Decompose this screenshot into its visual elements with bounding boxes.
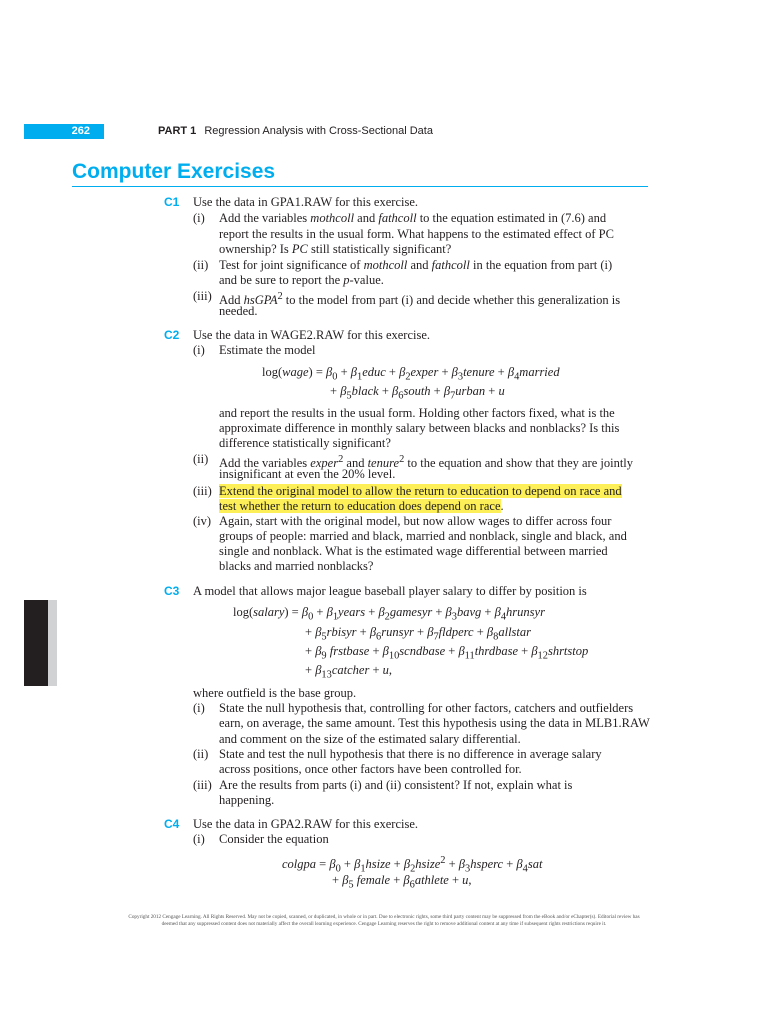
part-label: PART 1 — [158, 125, 197, 137]
c1-item-line: report the results in the usual form. What happens to the estimated effect of PC — [219, 227, 614, 241]
c4-equation-line: + $\beta_5$ female + $\beta_6athlete + u$, — [332, 873, 472, 891]
c3-item-line: earn, on average, the same amount. Test this hypothesis using the data in MLB1.RAW — [219, 716, 650, 730]
c1-item-line: Test for joint significance of mothcoll and fathcoll in the equation from part (i) — [219, 258, 613, 272]
c1-item-line: Add hsGPA$^2$ to the model from part (i) and decide whether this generalization is — [219, 291, 621, 308]
c4-item-num: (i) — [193, 832, 205, 846]
exercise-c4-intro: Use the data in GPA2.RAW for this exercise. — [193, 817, 418, 831]
c4-equation-line: colgpa = $\beta_0$ + $\beta_1hsize$ + $\beta_2hsize^2$ + $\beta_3hsperc + \beta_4sat$ — [282, 855, 543, 875]
c3-item-line: across positions, once other factors have been controlled for. — [219, 762, 522, 776]
c2-item-line: single and nonblack. What is the estimated wage differential between married — [219, 544, 608, 558]
c1-item-line: ownership? Is PC still statistically significant? — [219, 242, 452, 256]
c4-item-line: Consider the equation — [219, 832, 329, 846]
exercise-label-c1: C1 — [164, 195, 180, 209]
copyright-line: deemed that any suppressed content does not materially affect the overall learning experience. Cengage Learning reserves the right to remove additional content at any time if subsequent rights restrictions require it. — [161, 921, 607, 927]
c3-item-line: and comment on the size of the estimated salary differential. — [219, 732, 521, 746]
c2-item-line: Add the variables exper$^2$ and tenure$^2$ to the equation and show that they are jointly — [219, 454, 634, 471]
c2-item-line-highlighted: test whether the return to education does depend on race. — [219, 499, 504, 513]
c3-item-line: State the null hypothesis that, controlling for other factors, catchers and outfielders — [219, 701, 634, 715]
c2-item-line: blacks and married nonblacks? — [219, 559, 374, 573]
c3-item-line: State and test the null hypothesis that there is no difference in average salary — [219, 747, 602, 761]
title-divider — [72, 186, 648, 187]
c3-item-line: happening. — [219, 793, 275, 807]
c3-item-num: (i) — [193, 701, 205, 715]
exercise-c3-intro: A model that allows major league baseball player salary to differ by position is — [193, 584, 587, 598]
exercise-c1-intro: Use the data in GPA1.RAW for this exercise. — [193, 195, 418, 209]
c1-item-num: (ii) — [193, 258, 209, 272]
c2-item-num: (i) — [193, 343, 205, 357]
c3-equation-line: + $\beta_{13}catcher + u$, — [305, 663, 392, 681]
copyright-footer — [20, 914, 748, 928]
c2-item-line: Estimate the model — [219, 343, 316, 357]
c2-item-num: (iv) — [193, 514, 212, 528]
c2-item-line: Again, start with the original model, but now allow wages to differ across four — [219, 514, 612, 528]
exercise-label-c2: C2 — [164, 328, 180, 342]
c2-item-line-highlighted: Extend the original model to allow the return to education to depend on race and — [219, 484, 622, 498]
part-title: Regression Analysis with Cross-Sectional Data — [204, 125, 433, 137]
c2-equation-line: log(wage) = $\beta_0$ + $\beta_1educ$ + $\beta_2exper$ + $\beta_3tenure$ + $\beta_4married$ — [262, 365, 560, 383]
page-number: 262 — [24, 124, 104, 139]
c1-item-line: needed. — [219, 304, 258, 318]
chapter-thumb-tab-edge — [48, 600, 57, 686]
c2-body-line: and report the results in the usual form. Holding other factors fixed, what is the — [219, 406, 615, 420]
c2-item-line: insignificant at even the 20% level. — [219, 467, 396, 481]
c3-item-num: (iii) — [193, 778, 212, 792]
exercise-c2-intro: Use the data in WAGE2.RAW for this exercise. — [193, 328, 431, 342]
copyright-line: Copyright 2012 Cengage Learning. All Rights Reserved. May not be copied, scanned, or duplicated, in whole or in part. Due to electronic rights, some third party content may be suppressed from the eBook and/or eChapter(s). Editorial review has — [128, 914, 640, 920]
c3-body-line: where outfield is the base group. — [193, 686, 357, 700]
c1-item-num: (iii) — [193, 289, 212, 303]
exercise-label-c3: C3 — [164, 584, 180, 598]
section-title: Computer Exercises — [72, 160, 276, 183]
c2-equation-line: + $\beta_5black$ + $\beta_6south$ + $\beta_7urban + u$ — [330, 384, 505, 402]
c2-body-line: difference statistically significant? — [219, 436, 391, 450]
c2-item-num: (ii) — [193, 452, 209, 466]
c3-equation-line: log(salary) = $\beta_0$ + $\beta_1years$ + $\beta_2gamesyr$ + $\beta_3bavg$ + $\beta_4hrunsyr$ — [233, 605, 545, 623]
c2-item-num: (iii) — [193, 484, 212, 498]
chapter-thumb-tab — [24, 600, 48, 686]
c1-item-line: Add the variables mothcoll and fathcoll to the equation estimated in (7.6) and — [219, 211, 607, 225]
c2-body-line: approximate difference in monthly salary between blacks and nonblacks? Is this — [219, 421, 620, 435]
c3-equation-line: + $\beta_9$ frstbase + $\beta_{10}scndbase$ + $\beta_{11}thrdbase$ + $\beta_{12}shrtstop$ — [305, 644, 589, 662]
exercise-label-c4: C4 — [164, 817, 180, 831]
c1-item-line: and be sure to report the p-value. — [219, 273, 384, 287]
c3-item-line: Are the results from parts (i) and (ii) consistent? If not, explain what is — [219, 778, 573, 792]
c3-item-num: (ii) — [193, 747, 209, 761]
running-head — [158, 124, 433, 139]
c2-item-line: groups of people: married and black, married and nonblack, single and black, and — [219, 529, 627, 543]
c3-equation-line: + $\beta_5rbisyr$ + $\beta_6runsyr$ + $\beta_7fldperc$ + $\beta_8allstar$ — [305, 625, 532, 643]
c1-item-num: (i) — [193, 211, 205, 225]
